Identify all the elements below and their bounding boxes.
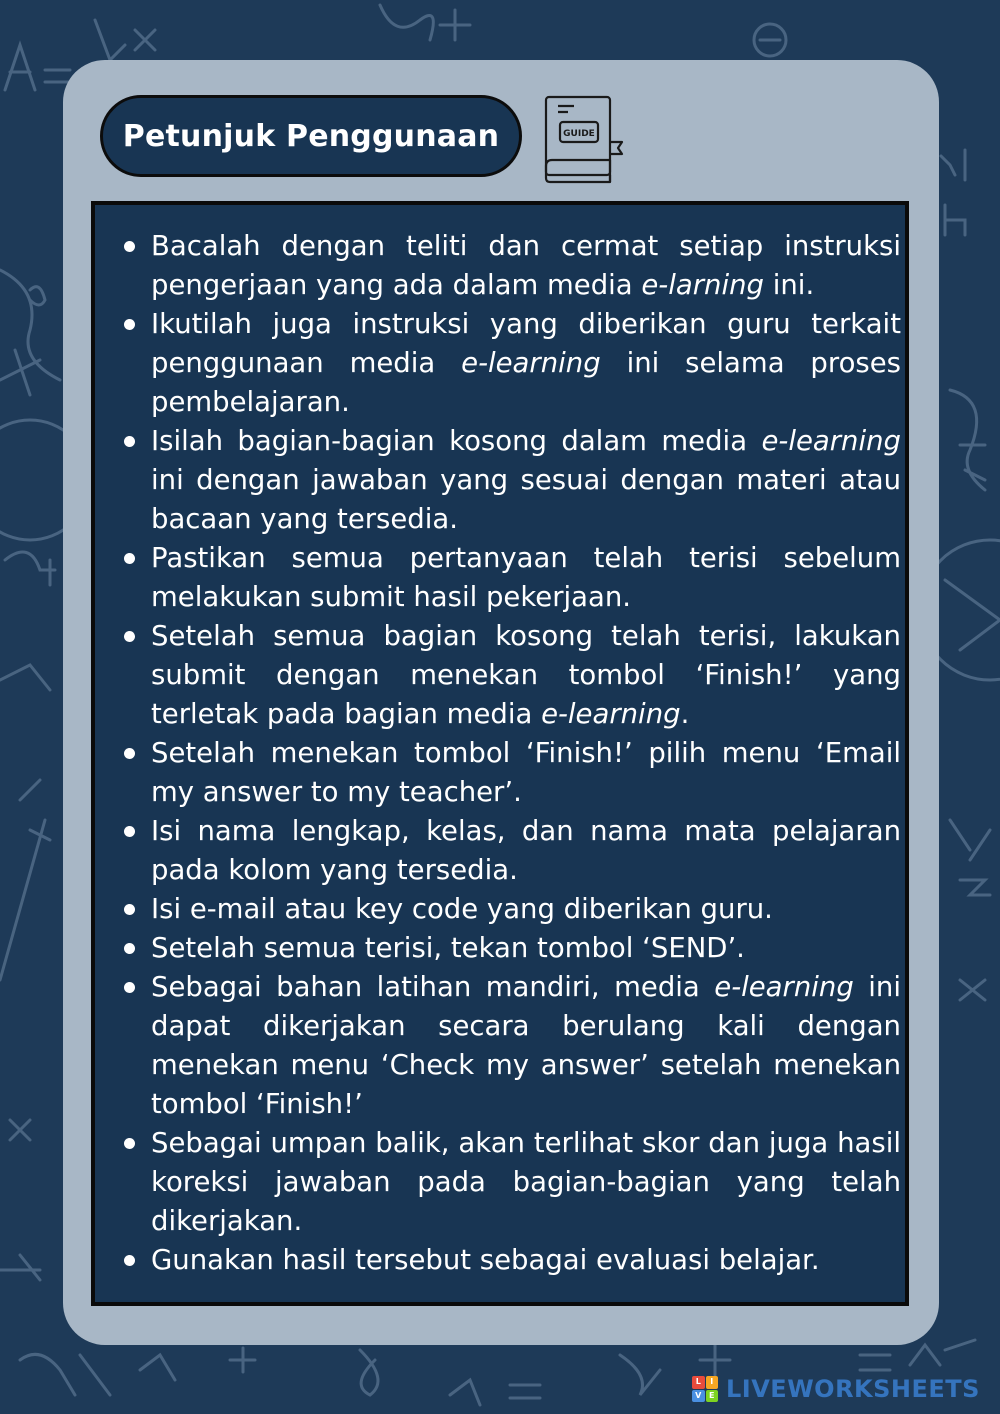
- liveworksheets-logo-icon: L I V E: [692, 1376, 718, 1402]
- title-banner: [100, 95, 522, 177]
- instruction-item: Sebagai umpan balik, akan terlihat skor dan juga hasil koreksi jawaban pada bagian-bagian yang telah dikerjakan.: [151, 1124, 901, 1241]
- guide-icon-label: GUIDE: [563, 129, 595, 139]
- instruction-item: Setelah menekan tombol ‘Finish!’ pilih menu ‘Email my answer to my teacher’.: [151, 734, 901, 812]
- watermark-text: LIVEWORKSHEETS: [726, 1375, 980, 1403]
- instructions-list: [151, 227, 901, 1280]
- instruction-item: Gunakan hasil tersebut sebagai evaluasi belajar.: [151, 1241, 901, 1280]
- watermark: [692, 1376, 980, 1402]
- instruction-item: Bacalah dengan teliti dan cermat setiap instruksi pengerjaan yang ada dalam media e-larning ini.: [151, 227, 901, 305]
- guide-book-icon: [540, 94, 626, 186]
- instruction-item: Isilah bagian-bagian kosong dalam media e-learning ini dengan jawaban yang sesuai dengan materi atau bacaan yang tersedia.: [151, 422, 901, 539]
- instruction-item: Sebagai bahan latihan mandiri, media e-learning ini dapat dikerjakan secara berulang kali dengan menekan menu ‘Check my answer’ setelah menekan tombol ‘Finish!’: [151, 968, 901, 1124]
- instructions-panel: [91, 201, 909, 1306]
- instruction-item: Isi nama lengkap, kelas, dan nama mata pelajaran pada kolom yang tersedia.: [151, 812, 901, 890]
- instruction-item: Setelah semua bagian kosong telah terisi, lakukan submit dengan menekan tombol ‘Finish!’ yang terletak pada bagian media e-learning.: [151, 617, 901, 734]
- instruction-item: Setelah semua terisi, tekan tombol ‘SEND’.: [151, 929, 901, 968]
- instruction-item: Ikutilah juga instruksi yang diberikan guru terkait penggunaan media e-learning ini selama proses pembelajaran.: [151, 305, 901, 422]
- page-title: Petunjuk Penggunaan: [122, 118, 500, 154]
- instruction-item: Isi e-mail atau key code yang diberikan guru.: [151, 890, 901, 929]
- instruction-item: Pastikan semua pertanyaan telah terisi sebelum melakukan submit hasil pekerjaan.: [151, 539, 901, 617]
